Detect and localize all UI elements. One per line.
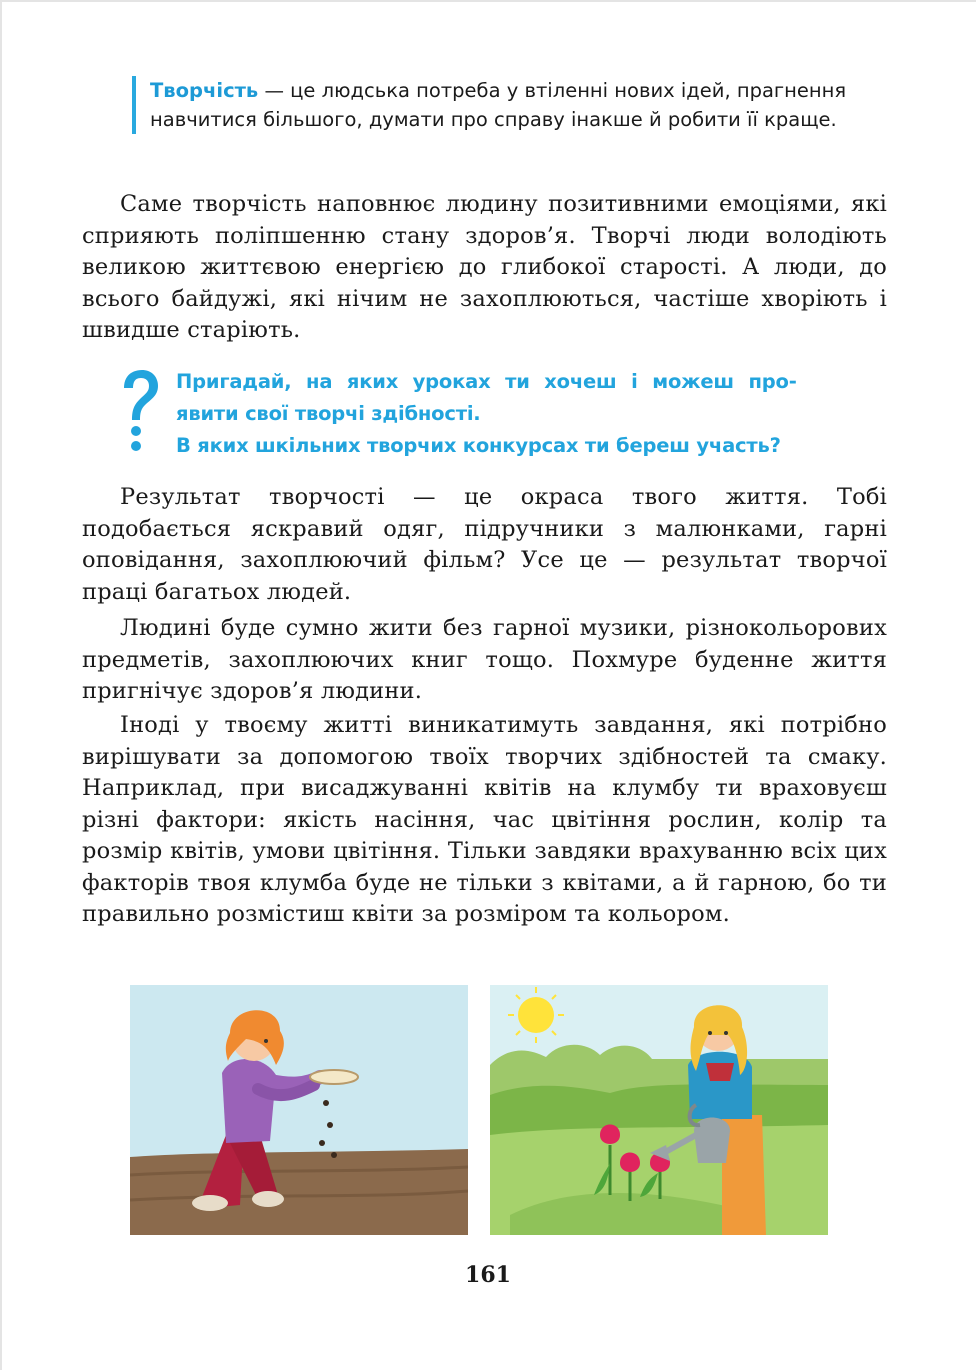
- paragraph-1: [82, 189, 887, 347]
- question-line-1: Пригадай, на яких уроках ти хочеш і можеш про-: [176, 370, 797, 393]
- definition-box: [132, 76, 910, 134]
- page-edge-left: [0, 0, 2, 1370]
- question-line-3: В яких шкільних творчих конкурсах ти береш участь?: [176, 434, 781, 457]
- page-edge-top: [0, 0, 976, 2]
- illustration-sowing-seeds: [130, 985, 468, 1235]
- paragraph-4: [82, 710, 887, 931]
- paragraph-2-text: Результат творчості — це окраса твого життя. Тобі подобається яскравий одяг, підручники з малюнками, гарні оповідання, захоплюючий фільм? Усе це — результат творчої праці багатьох людей.: [82, 484, 887, 605]
- paragraph-3-text: Людині буде сумно жити без гарної музики, різнокольорових предметів, захоплюючих книг тощо. Похмуре буденне життя пригнічує здоров’я людини.: [82, 615, 887, 704]
- question-mark-icon: [118, 368, 162, 452]
- paragraph-3: [82, 613, 887, 708]
- page-number: 161: [465, 1262, 511, 1288]
- definition-text: — це людська потреба у втіленні нових ідей, прагнення навчитися більшого, думати про справу інакше й робити її краще.: [150, 79, 847, 131]
- paragraph-4-text: Іноді у твоєму житті виникатимуть завдання, які потрібно вирішувати за допомогою твоїх творчих здібностей та смаку. Наприклад, при висаджуванні квітів на клумбу ти враховуєш різні фактори: якість насіння, час цвітіння рослин, колір та розмір квітів, умови цвітіння. Тільки завдяки врахуванню всіх цих факторів твоя клумба буде не тільки з квітами, а й гарною, бо ти правильно розмістиш квіти за розміром та кольором.: [82, 712, 887, 927]
- definition-term: Творчість: [150, 79, 259, 102]
- paragraph-2: [82, 482, 887, 608]
- question-line-2: явити свої творчі здібності.: [176, 402, 481, 425]
- question-block: [176, 366, 876, 462]
- illustration-watering-flowers: [490, 985, 828, 1235]
- paragraph-1-text: Саме творчість наповнює людину позитивними емоціями, які сприяють поліпшенню стану здоров’я. Творчі люди володіють великою життєвою енергією до глибокої старості. А люди, до всього байдужі, які нічим не захоплюються, частіше хворіють і швидше старіють.: [82, 191, 887, 343]
